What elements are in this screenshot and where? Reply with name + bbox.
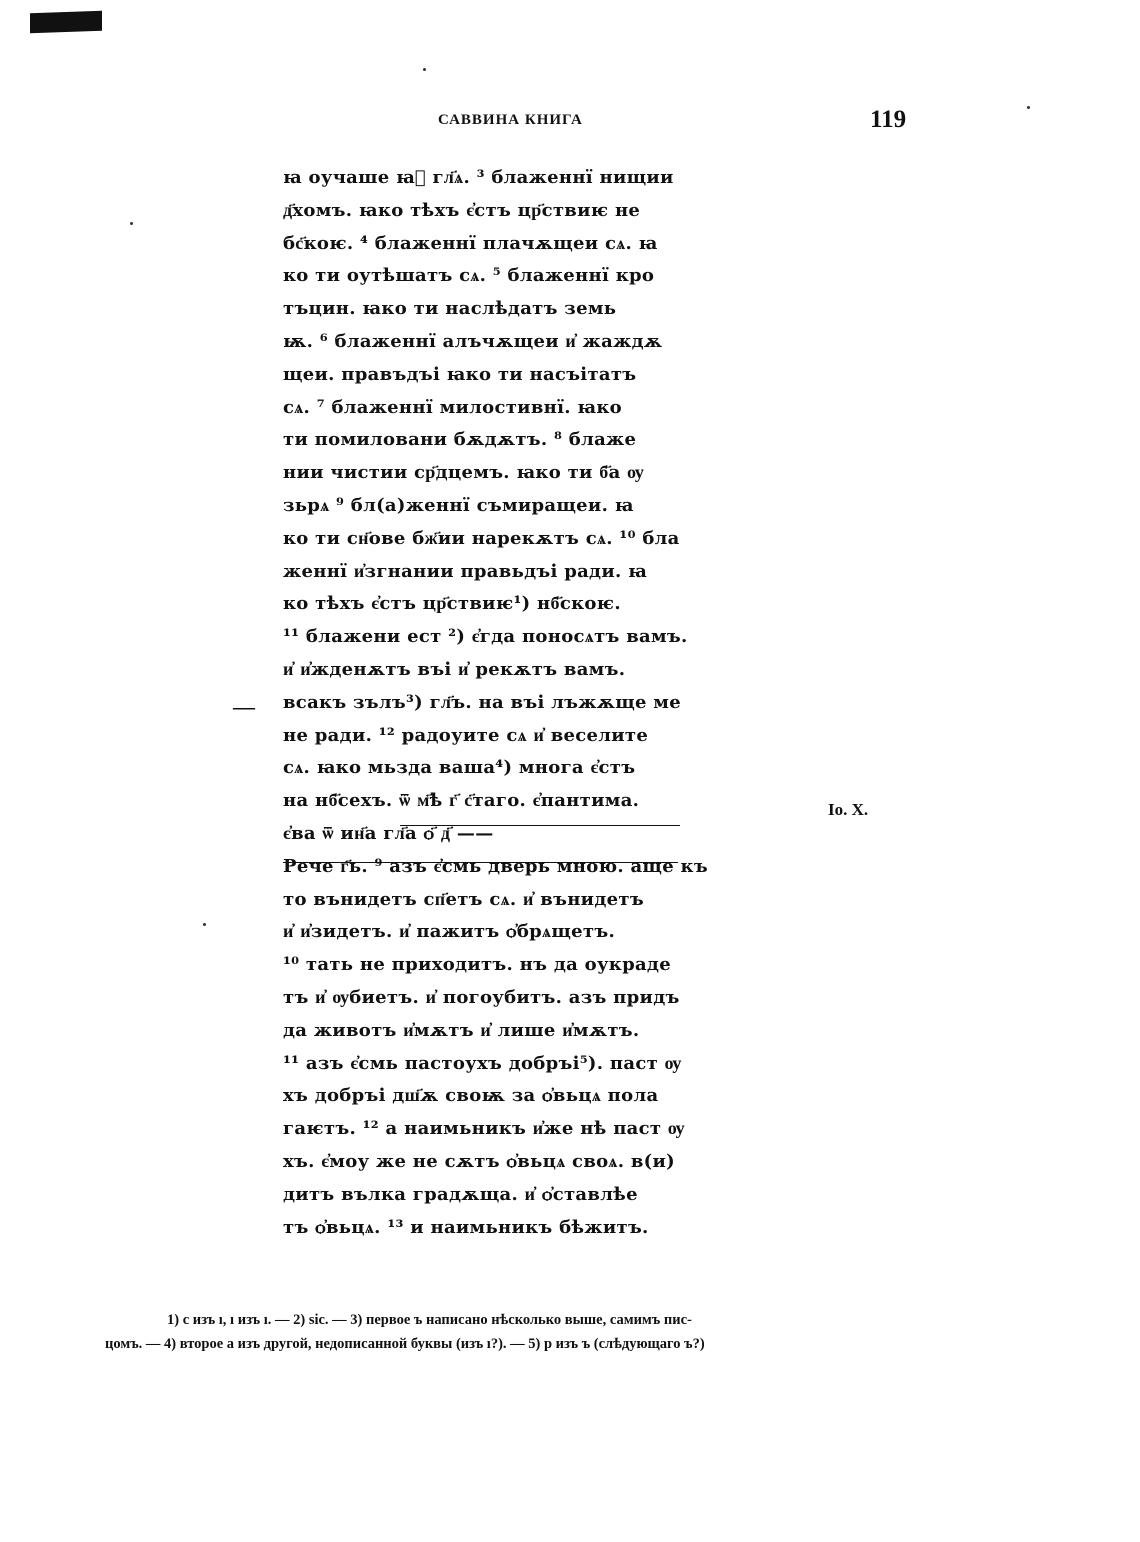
margin-dash: —: [233, 694, 255, 719]
running-title: САВВИНА КНИГА: [438, 112, 583, 128]
text-line: ко ти сн҃ове бж҃ии нарекѫтъ сѧ. ¹⁰ бла: [283, 527, 680, 549]
text-line: хъ. є҆моу же не сѫтъ ѻ҆вьцѧ своѧ. в(и): [283, 1150, 675, 1172]
scan-black-mark: [30, 11, 102, 34]
margin-reference: Io. X.: [828, 800, 869, 819]
text-line: тъ и҆ ѹбиетъ. и҆ погоубитъ. азъ придъ: [283, 986, 680, 1008]
text-line: ¹¹ азъ є҆смь пастоухъ добръі⁵). паст ѹ: [283, 1052, 682, 1074]
text-line: дитъ вълка градѫща. и҆ ѻ҆ставлѣе: [283, 1183, 638, 1205]
text-line: ꙗ оучаше ꙗ҆ гл҃ѧ. ³ блаженнї нищии: [283, 167, 674, 188]
text-line: щеи. правъдъі ꙗко ти насъітатъ: [283, 363, 637, 385]
text-line: гаѥтъ. ¹² а наимьникъ и҆же нѣ паст ѹ: [283, 1118, 685, 1140]
text-line: ко тѣхъ є҆стъ цр҃ствиѥ¹) нб҃скоѥ.: [283, 593, 621, 615]
scan-speck: [130, 222, 133, 225]
scan-speck: [423, 68, 426, 71]
text-line: ¹¹ блажени ест ²) є҆гда поносѧтъ вамъ.: [283, 626, 688, 648]
page-number: 119: [870, 106, 907, 133]
text-line: и҆ и҆зидетъ. и҆ пажитъ ѻ҆брѧщетъ.: [283, 921, 616, 943]
footnote-line: 1) с изъ ı, ı изъ ı. — 2) sic. — 3) первое ъ написано нѣсколько выше, самимъ пис-: [167, 1312, 692, 1328]
text-line: зьрѧ ⁹ бл(а)женнї съмиращеи. ꙗ: [283, 494, 634, 516]
text-line: д҃хомъ. ꙗко тѣхъ є҆стъ цр҃ствиѥ не: [283, 199, 641, 221]
footnote-line: цомъ. — 4) второе а изъ другой, недописанной буквы (изъ ı?). — 5) р изъ ъ (слѣдующаго ъ?): [105, 1336, 705, 1352]
text-line: тъцин. ꙗко ти наслѣдатъ земь: [283, 298, 617, 320]
text-line: всакъ зълъ³) гл҃ъ. на въі лъжѫще ме: [283, 691, 681, 713]
text-line: сѧ. ⁷ блаженнї милостивнї. ꙗко: [283, 396, 622, 418]
text-line: ѭ. ⁶ блаженнї алъчѫщеи и҆ жаждѫ: [283, 330, 663, 352]
main-text-block: [283, 162, 708, 1244]
text-line: ти помиловани бѫдѫтъ. ⁸ блаже: [283, 429, 637, 451]
rubric-line: є҆ва ѿ ин҃а гл҃а ѻ҃ д҃ ——: [283, 822, 494, 844]
text-line: да животъ и҆мѫтъ и҆ лише и҆мѫтъ.: [283, 1019, 640, 1041]
rubric-rule-bottom: [283, 862, 678, 863]
text-line: Рече г҃ь. ⁹ азъ є҆смь дверь мною. аще къ: [283, 855, 708, 877]
text-line: не ради. ¹² радоуите сѧ и҆ веселите: [283, 724, 649, 746]
text-line: и҆ и҆жденѫтъ въі и҆ рекѫтъ вамъ.: [283, 658, 626, 680]
rubric-line: на нб҃сехъ. ѿ м҃ѣ г҃ с҃таго. є҆пантима.: [283, 790, 640, 812]
scan-speck: [1027, 106, 1030, 109]
text-line: женнї и҆згнании правьдъі ради. ꙗ: [283, 560, 648, 582]
text-line: тъ ѻ҆вьцѧ. ¹³ и наимьникъ бѣжитъ.: [283, 1216, 649, 1238]
text-line: сѧ. ꙗко мьзда ваша⁴) многа є҆стъ: [283, 757, 636, 779]
text-line: хъ добръі дш҃ѫ своѭ за ѻ҆вьцѧ пола: [283, 1085, 659, 1107]
text-line: нии чистии ср҃дцемъ. ꙗко ти б҃а ѹ: [283, 462, 644, 484]
footnotes: [105, 1308, 910, 1356]
scan-speck: [203, 923, 206, 926]
text-line: ко ти оутѣшатъ сѧ. ⁵ блаженнї кро: [283, 265, 655, 287]
rubric-rule-top: [400, 825, 680, 826]
text-line: то вънидетъ сп҃етъ сѧ. и҆ вънидетъ: [283, 888, 644, 910]
text-line: бс҃коѥ. ⁴ блаженнї плачѫщеи сѧ. ꙗ: [283, 232, 658, 254]
text-line: ¹⁰ тать не приходитъ. нъ да оукраде: [283, 954, 671, 976]
